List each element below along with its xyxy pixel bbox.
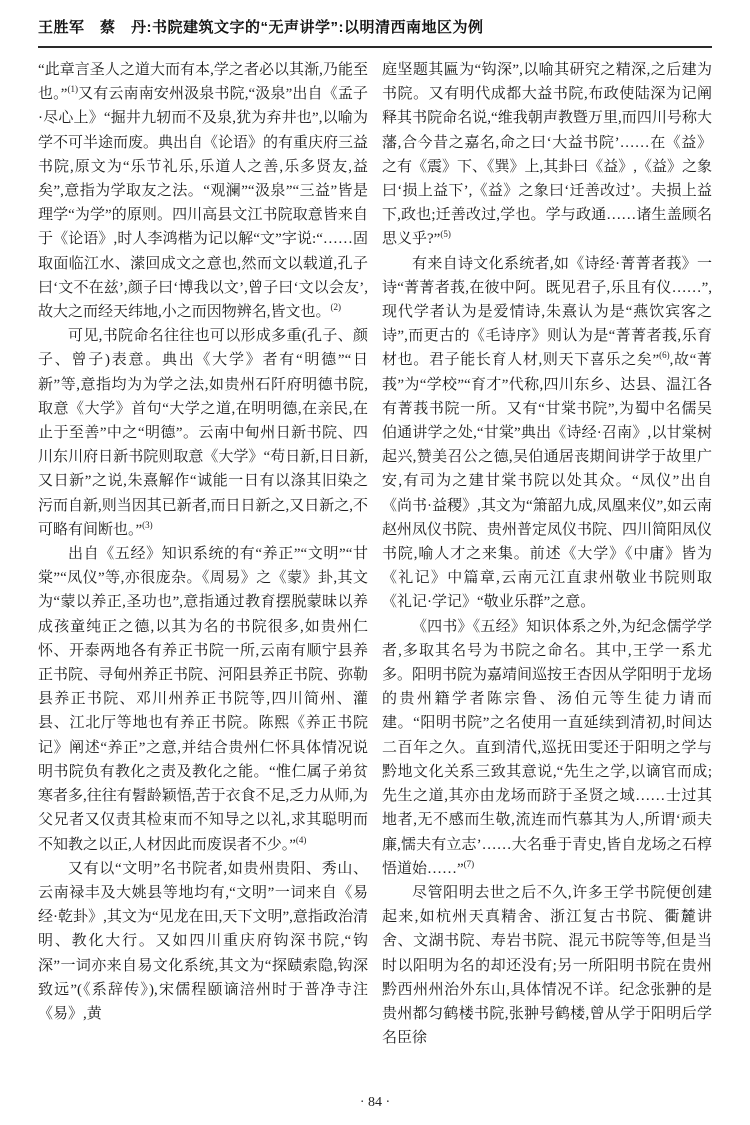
text-run: 《四书》《五经》知识体系之外,为纪念儒学学者,多取其名号为书院之命名。其中,王学一系尤多。阳明书院为嘉靖间巡按王杏因从学阳明于龙场的贵州籍学者陈宗鲁、汤伯元等生徒力请而建。“阳明书院”之名使用一直延续到清初,时间达二百年之久。直到清代,巡抚田雯还于阳明之学与黔地文化关系三致其意说,“先生之学,以谪官而成;先生之道,其亦由龙场而跻于圣贤之域……士过其地者,无不感而生敬,流连而忾慕其为人,所谓‘顽夫廉,懦夫有立志’……大名垂于青史,皆自龙场之石椁悟道始……”: [382, 618, 712, 877]
page-footer: [0, 1095, 750, 1111]
article-body: [38, 58, 712, 1074]
text-run: ,故“菁莪”为“学校”“育才”代称,四川东乡、达县、温江各有菁莪书院一所。又有“甘棠书院”,为蜀中名儒吴伯通讲学之处,“甘棠”典出《诗经·召南》,以甘棠树起兴,赞美召公之德,吴伯通居丧期间讲学于故里广安,有司为之建甘棠书院以处其众。“凤仪”出自《尚书·益稷》,其文为“箫韶九成,凤凰来仪”,如云南赵州凤仪书院、贵州普定凤仪书院、四川简阳凤仪书院,喻人才之来集。前述《大学》《中庸》皆为《礼记》中篇章,云南元江直隶州敬业书院则取《礼记·学记》“敬业乐群”之意。: [382, 352, 712, 611]
footnote-ref: (7): [463, 858, 475, 869]
body-paragraph: [38, 857, 368, 1026]
text-run: 出自《五经》知识系统的有“养正”“文明”“甘棠”“凤仪”等,亦很庞杂。《周易》之《蒙》卦,其文为“蒙以养正,圣功也”,意指通过教育摆脱蒙昧以养成孩童纯正之德,以其为名的书院很多,如贵州仁怀、开泰两地各有养正书院一所,云南有顺宁县养正书院、寻甸州养正书院、河阳县养正书院、弥勒县养正书院、邓川州养正书院等,四川简州、灌县、江北厅等地也有养正书院。陈熙《养正书院记》阐述“养正”之意,并结合贵州仁怀具体情况说明书院负有教化之责及教化之能。“惟仁属子弟贫寒者多,往往有髫龄颖悟,苦于衣食不足,乏力从师,为父兄者又仅责其检束而不知导之以礼,求其聪明而不知教之以正,人材因此而废误者不少。”: [38, 546, 368, 853]
body-paragraph: [382, 58, 712, 252]
footnote-ref: (2): [330, 302, 342, 313]
footnote-ref: (3): [142, 519, 153, 530]
running-head: 王胜军 蔡 丹:书院建筑文字的“无声讲学”:以明清西南地区为例: [38, 19, 484, 36]
left-column: [38, 58, 368, 1074]
text-run: 又有以“文明”名书院者,如贵州贵阳、秀山、云南禄丰及大姚县等地均有,“文明”一词来自《易经·乾卦》,其文为“见龙在田,天下文明”,意指政治清明、教化大行。又如四川重庆府钩深书院,“钩深”一词亦来自易文化系统,其文为“探赜索隐,钩深致远”(《系辞传》),宋儒程颐谪涪州时于普净寺注《易》,黄: [38, 860, 368, 1022]
footnote-ref: (4): [295, 834, 307, 845]
body-paragraph: [38, 58, 368, 324]
text-run: 尽管阳明去世之后不久,许多王学书院便创建起来,如杭州天真精舍、浙江复古书院、衢麓讲舍、文湖书院、寿岩书院、混元书院等等,但是当时以阳明为名的却还没有;另一所阳明书院在贵州黔西州州治外东山,具体情况不详。纪念张翀的是贵州都匀鹤楼书院,张翀号鹤楼,曾从学于阳明后学名臣徐: [382, 884, 712, 1047]
right-column: [382, 58, 712, 1074]
footnote-ref: (6): [659, 350, 670, 361]
body-paragraph: [38, 324, 368, 542]
header-divider: [38, 46, 712, 48]
page-header: [38, 16, 712, 37]
text-run: “此章言圣人之道大而有本,学之者必以其渐,乃能至也。”: [38, 62, 368, 103]
text-run: 庭坚题其匾为“钩深”,以喻其研究之精深,之后建为书院。又有明代成都大益书院,布政使陆深为记阐释其书院命名说,“维我朝声教暨万里,而四川号称大藩,合今昔之嘉名,命之曰‘大益书院’……在《益》之有《震》下、《巽》上,其卦曰《益》,《益》之象曰‘损上益下’,《益》之象曰‘迁善改过’。夫损上益下,政也;迁善改过,学也。学与政通……诸生盖顾名思义乎?”: [382, 62, 712, 248]
page-number: · 84 ·: [359, 1095, 391, 1110]
body-paragraph: [382, 615, 712, 881]
body-paragraph: [382, 252, 712, 615]
footnote-ref: (5): [440, 229, 451, 240]
text-run: 可见,书院命名往往也可以形成多重(孔子、颜子、曾子)表意。典出《大学》者有“明德”“日新”等,意指均为为学之法,如贵州石阡府明德书院,取意《大学》首句“大学之道,在明明德,在亲民,在止于至善”中之“明德”。云南中甸州日新书院、四川东川府日新书院则取意《大学》“苟日新,日日新,又日新”之说,朱熹解作“诚能一日有以涤其旧染之污而自新,则当因其已新者,而日日新之,又日新之,不可略有间断也。”: [38, 328, 368, 538]
text-run: 有来自诗文化系统者,如《诗经·菁菁者莪》一诗“菁菁者莪,在彼中阿。既见君子,乐且有仪……”,现代学者认为是爱情诗,朱熹认为是“燕饮宾客之诗”,而更古的《毛诗序》则认为是“菁菁者莪,乐育材也。君子能长育人材,则天下喜乐之矣”: [382, 255, 712, 369]
body-paragraph: [38, 542, 368, 857]
body-paragraph: [382, 881, 712, 1050]
text-run: 又有云南南安州汲泉书院,“汲泉”出自《孟子·尽心上》“掘井九轫而不及泉,犹为弃井也”,以喻为学不可半途而废。典出自《论语》的有重庆府三益书院,原文为“乐节礼乐,乐道人之善,乐多贤友,益矣”,意指为学取友之法。“观澜”“汲泉”“三益”皆是理学“为学”的原则。四川高县文江书院取意皆来自于《论语》,时人李鸿楷为记以解“文”字说:“……固取面临江水、潆回成文之意也,然而文以载道,孔子曰‘文不在兹’,颜子曰‘博我以文’,曾子曰‘文以会友’,故大之而经天纬地,小之而因物辨名,皆文也。: [38, 86, 368, 321]
footnote-ref: (1): [67, 84, 78, 95]
